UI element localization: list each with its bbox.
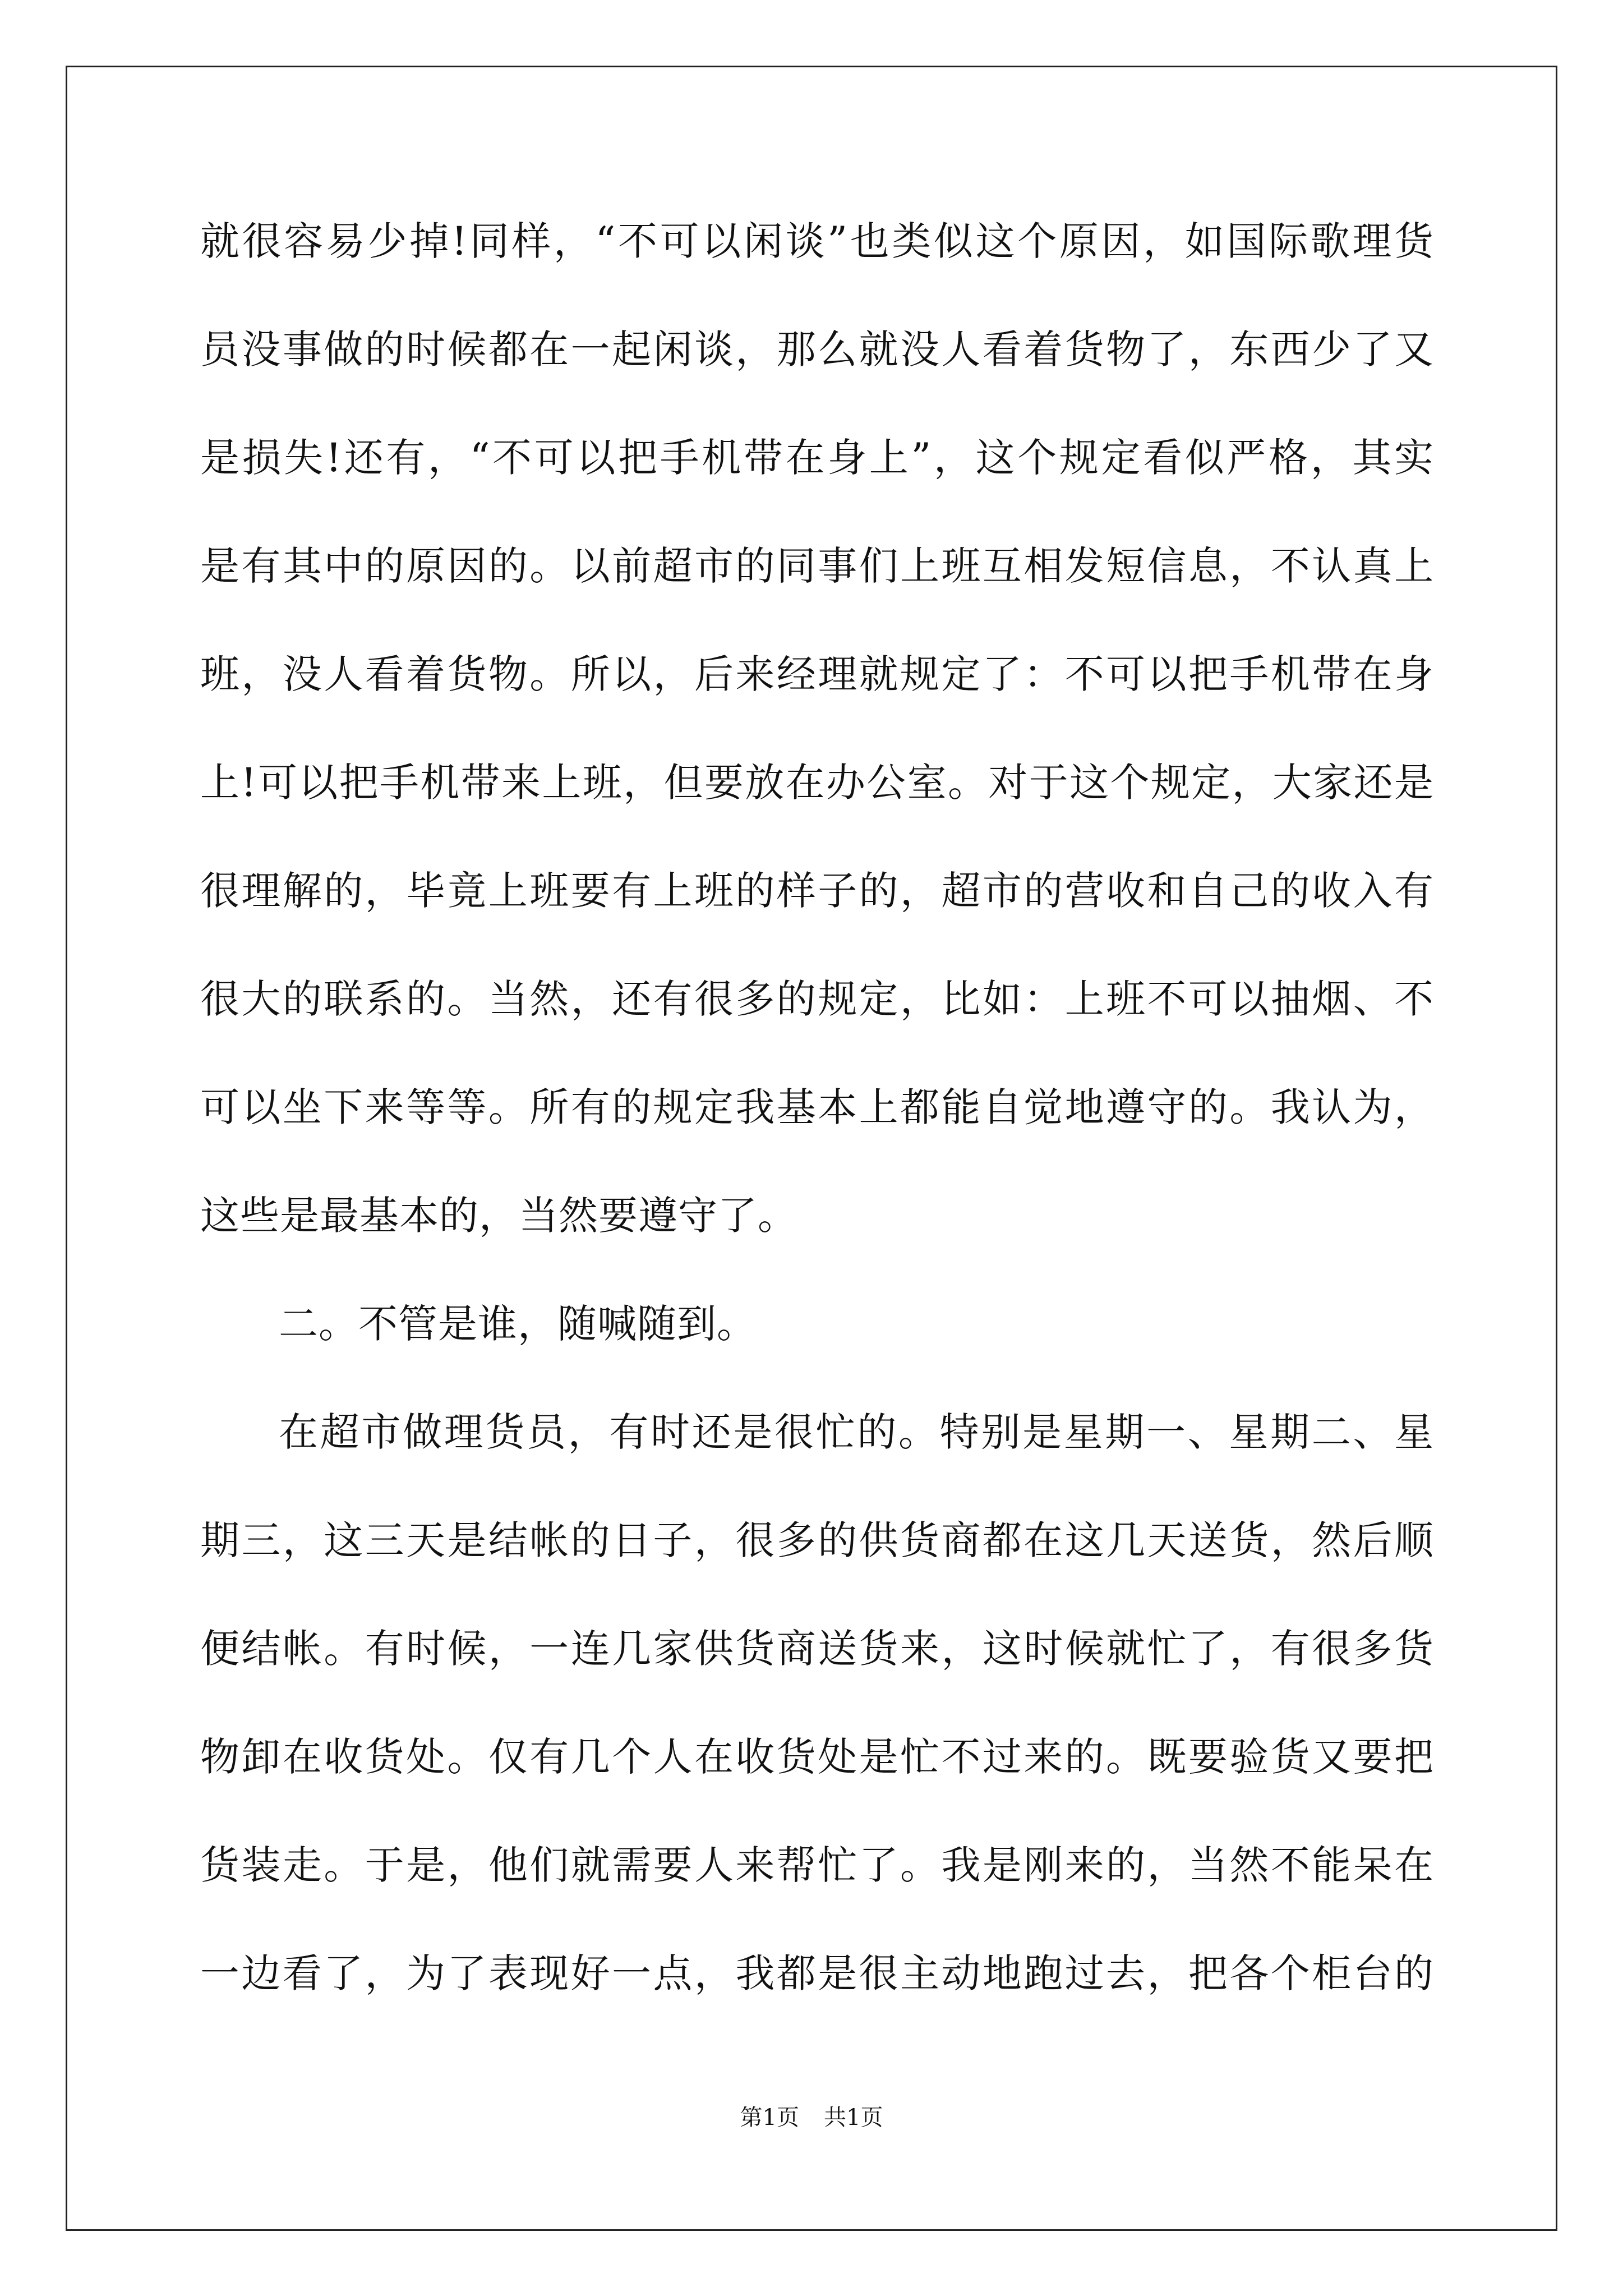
- page-number-total: 共1页: [824, 2105, 883, 2131]
- text-line: 上!可以把手机带来上班，但要放在办公室。对于这个规定，大家还是: [200, 760, 1434, 806]
- text-line: 一边看了，为了表现好一点，我都是很主动地跑过去，把各个柜台的: [200, 1950, 1434, 1996]
- paragraph-end-line: 这些是最基本的，当然要遵守了。: [200, 1193, 797, 1239]
- page-footer: [0, 2101, 1623, 2134]
- text-line: 就很容易少掉!同样，“不可以闲谈”也类似这个原因，如国际歌理货: [200, 218, 1434, 264]
- text-line: 是损失!还有，“不可以把手机带在身上”，这个规定看似严格，其实: [200, 435, 1434, 481]
- text-line: 期三，这三天是结帐的日子，很多的供货商都在这几天送货，然后顺: [200, 1517, 1434, 1563]
- text-line: 很大的联系的。当然，还有很多的规定，比如：上班不可以抽烟、不: [200, 976, 1434, 1022]
- text-line: 是有其中的原因的。以前超市的同事们上班互相发短信息，不认真上: [200, 543, 1434, 589]
- text-line: 很理解的，毕竟上班要有上班的样子的，超市的营收和自己的收入有: [200, 868, 1434, 914]
- text-line: 可以坐下来等等。所有的规定我基本上都能自觉地遵守的。我认为，: [200, 1084, 1434, 1130]
- text-line: 班，没人看着货物。所以，后来经理就规定了：不可以把手机带在身: [200, 651, 1434, 697]
- paragraph-first-line: 在超市做理货员，有时还是很忙的。特别是星期一、星期二、星: [279, 1409, 1434, 1455]
- section-heading: 二。不管是谁，随喊随到。: [279, 1301, 757, 1347]
- text-line: 员没事做的时候都在一起闲谈，那么就没人看着货物了，东西少了又: [200, 326, 1434, 372]
- text-line: 便结帐。有时候，一连几家供货商送货来，这时候就忙了，有很多货: [200, 1626, 1434, 1672]
- text-line: 物卸在收货处。仅有几个人在收货处是忙不过来的。既要验货又要把: [200, 1734, 1434, 1780]
- text-line: 货装走。于是，他们就需要人来帮忙了。我是刚来的，当然不能呆在: [200, 1842, 1434, 1888]
- document-body: [200, 213, 1434, 2054]
- page-number-current: 第1页: [740, 2105, 799, 2131]
